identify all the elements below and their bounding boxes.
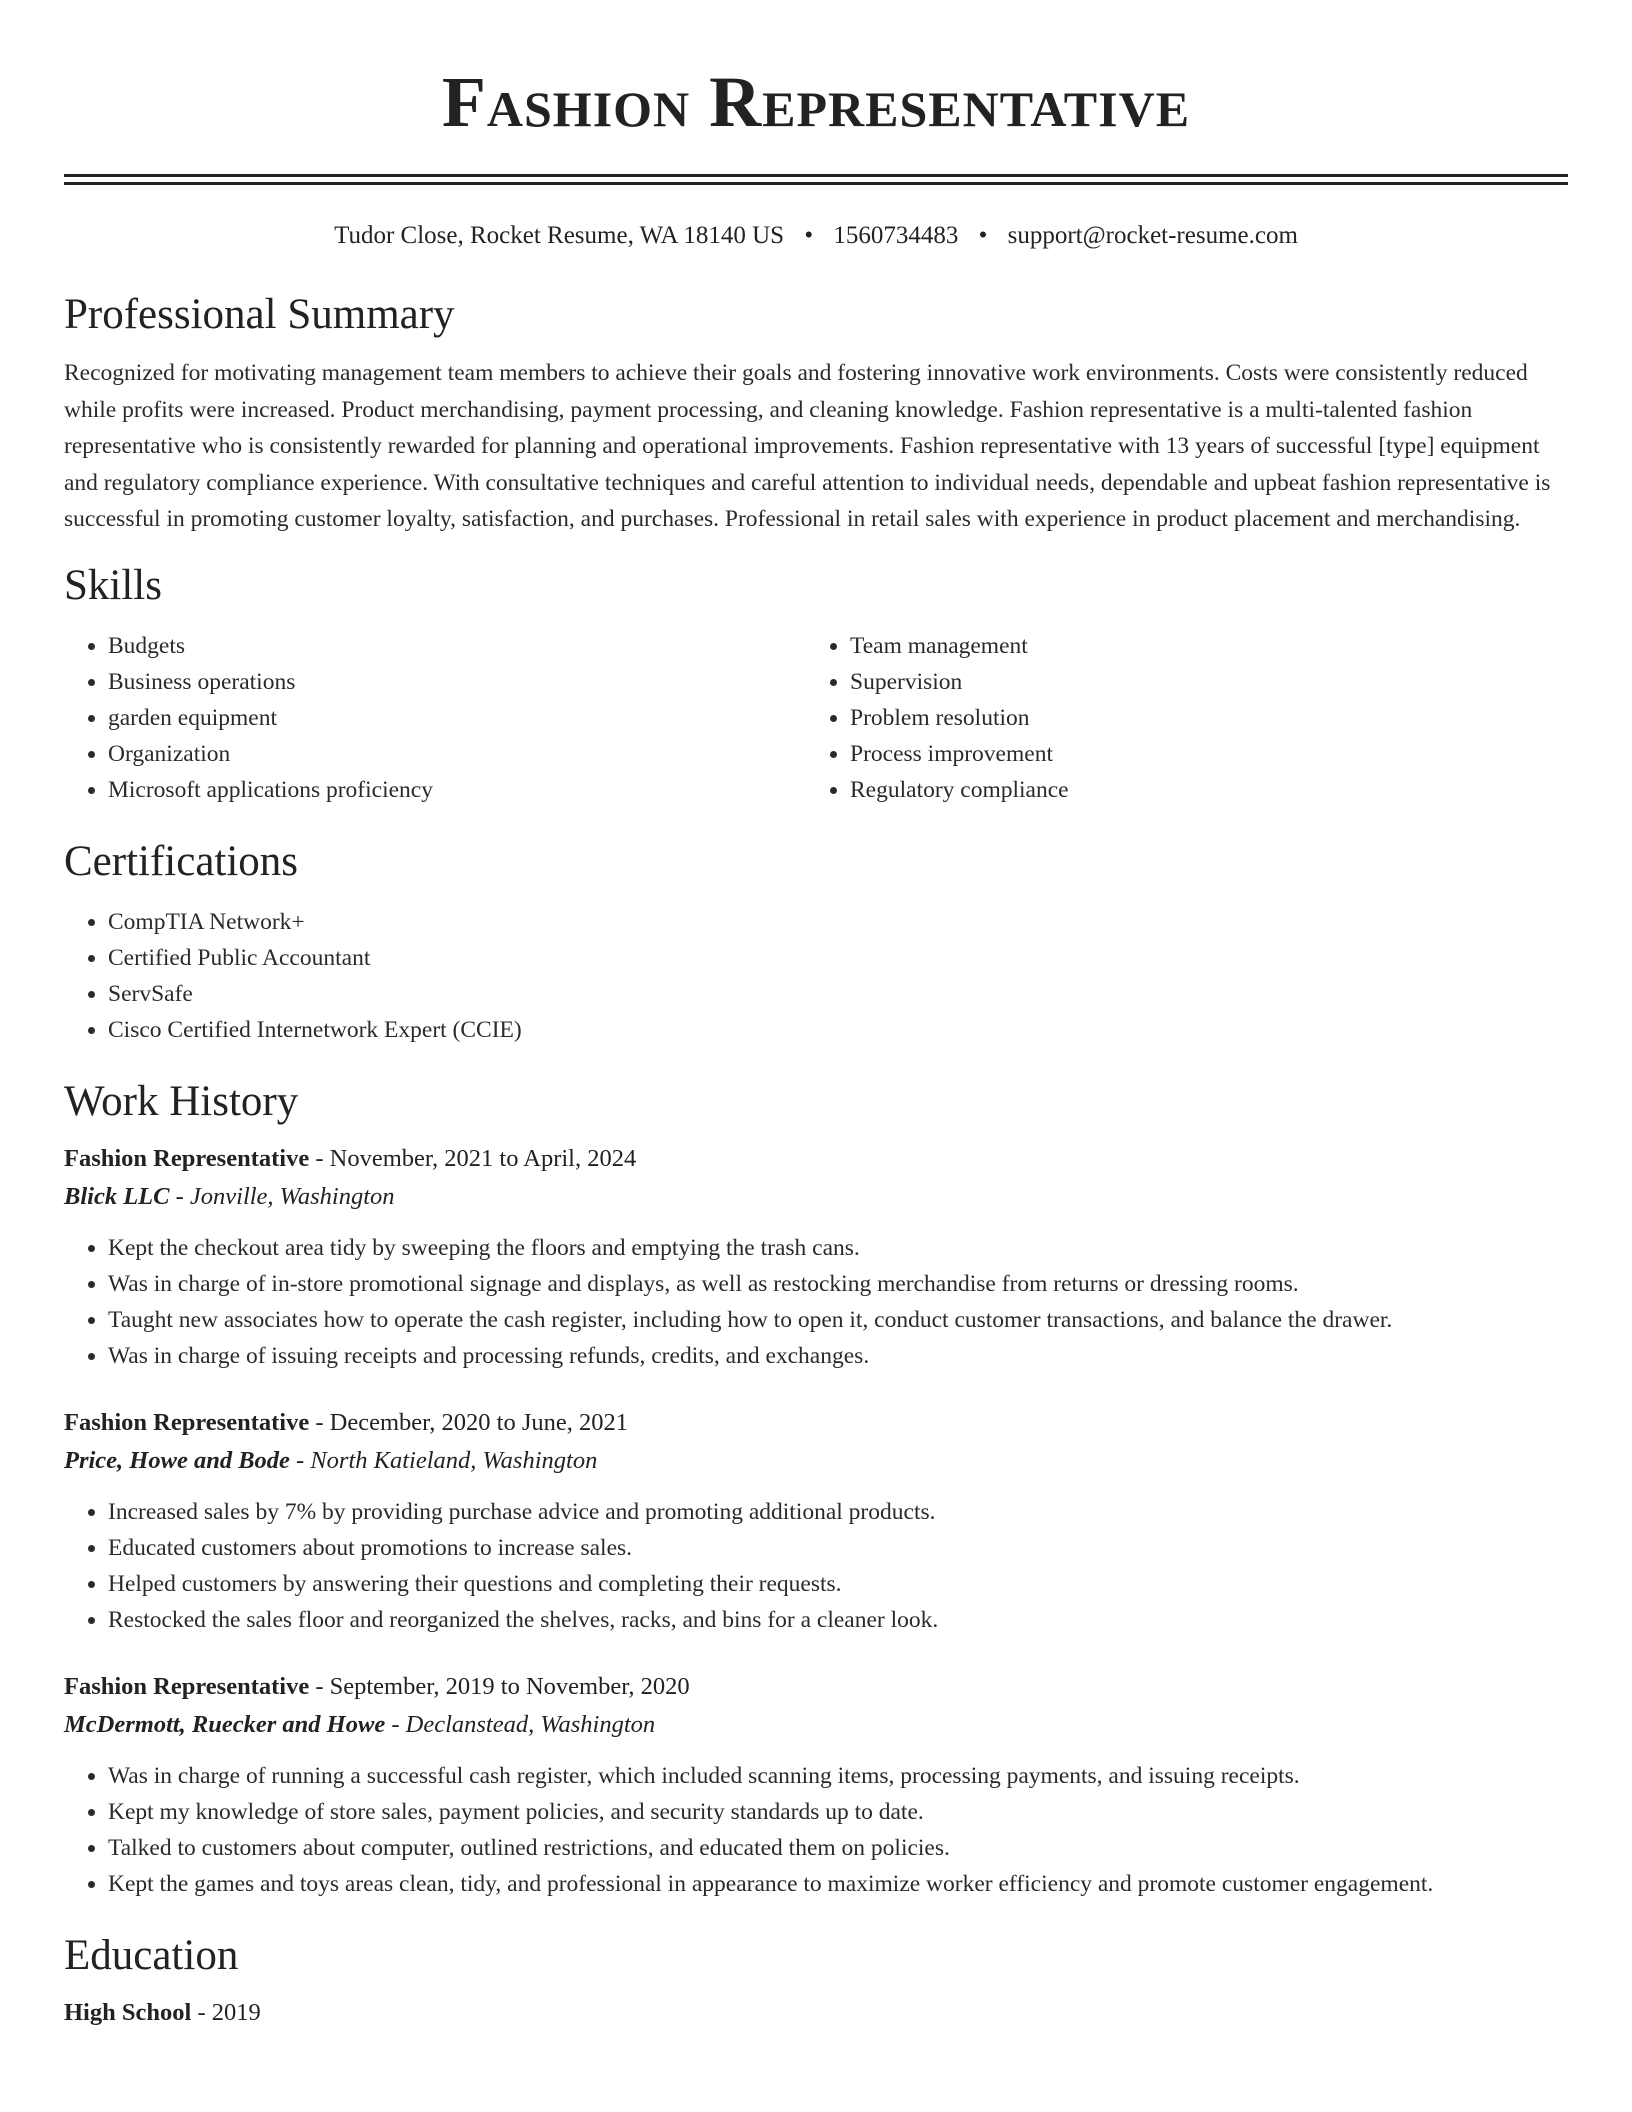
job-duty: • Kept the games and toys areas clean, tidy, and professional in appearance to maximize worker efficiency and promote customer engagement. — [108, 1866, 1568, 1902]
job-duties — [64, 1230, 1568, 1374]
skills-column-right — [806, 628, 1548, 808]
work-history-heading: Work History — [64, 1077, 299, 1125]
job-header — [64, 1668, 1568, 1706]
job-company: McDermott, Ruecker and Howe — [64, 1710, 386, 1738]
skills-column-left — [64, 628, 806, 808]
job-duty: • Restocked the sales floor and reorganized the shelves, racks, and bins for a cleaner look. — [108, 1602, 1568, 1638]
job-duty: • Talked to customers about computer, outlined restrictions, and educated them on policies. — [108, 1830, 1568, 1866]
certification-item: • CompTIA Network+ — [108, 904, 1568, 940]
job-duty: • Was in charge of issuing receipts and processing refunds, credits, and exchanges. — [108, 1338, 1568, 1374]
summary-section — [64, 287, 1568, 538]
job-duty: • Kept my knowledge of store sales, payment policies, and security standards up to date. — [108, 1794, 1568, 1830]
job-entry — [64, 1404, 1568, 1638]
skills-section — [64, 558, 1568, 808]
job-company-line — [64, 1178, 1568, 1216]
job-title: Fashion Representative — [64, 1144, 310, 1172]
job-duty: • Kept the checkout area tidy by sweeping the floors and emptying the trash cans. — [108, 1230, 1568, 1266]
job-location: - North Katieland, Washington — [289, 1446, 598, 1474]
job-company: Price, Howe and Bode — [64, 1446, 290, 1474]
education-entry — [64, 1994, 1568, 2032]
skill-item: • Team management — [850, 628, 1548, 664]
job-location: - Jonville, Washington — [169, 1182, 395, 1210]
job-company-line — [64, 1706, 1568, 1744]
contact-address: Tudor Close, Rocket Resume, WA 18140 US — [334, 222, 785, 249]
job-dates: - September, 2019 to November, 2020 — [309, 1672, 690, 1700]
skill-item: • Organization — [108, 736, 806, 772]
job-dates: - December, 2020 to June, 2021 — [309, 1408, 629, 1436]
summary-text: Recognized for motivating management team members to achieve their goals and fostering innovative work environments. Costs were consistently reduced while profits were increased. Product merchandising, payment processing, and cleaning knowledge. Fashion representative is a multi-talented fashion representative who is consistently rewarded for planning and operational improvements. Fashion representative with 13 years of successful [type] equipment and regulatory compliance experience. With consultative techniques and careful attention to individual needs, dependable and upbeat fashion representative is successful in promoting customer loyalty, satisfaction, and purchases. Professional in retail sales with experience in product placement and merchandising. — [64, 360, 1551, 532]
job-header — [64, 1404, 1568, 1442]
education-degree: High School — [64, 1998, 192, 2026]
contact-phone: 1560734483 — [833, 222, 959, 249]
certifications-heading: Certifications — [64, 837, 299, 885]
certification-item: • ServSafe — [108, 976, 1568, 1012]
job-duty: • Helped customers by answering their questions and completing their requests. — [108, 1566, 1568, 1602]
skills-list-right — [806, 628, 1548, 808]
skill-item: • Problem resolution — [850, 700, 1548, 736]
education-heading: Education — [64, 1931, 239, 1979]
job-company: Blick LLC — [64, 1182, 170, 1210]
contact-separator: • — [978, 222, 988, 249]
education-section — [64, 1928, 1568, 2032]
job-duty: • Was in charge of in-store promotional signage and displays, as well as restocking merchandise from returns or dressing rooms. — [108, 1266, 1568, 1302]
skill-item: • Budgets — [108, 628, 806, 664]
job-company-line — [64, 1442, 1568, 1480]
title-divider — [64, 174, 1568, 185]
skill-item: • Process improvement — [850, 736, 1548, 772]
skills-list-left — [64, 628, 806, 808]
contact-separator: • — [804, 222, 814, 249]
skill-item: • Supervision — [850, 664, 1548, 700]
contact-line — [64, 219, 1568, 253]
education-year: - 2019 — [191, 1998, 261, 2026]
job-title: Fashion Representative — [64, 1408, 310, 1436]
job-duty: • Educated customers about promotions to increase sales. — [108, 1530, 1568, 1566]
job-location: - Declanstead, Washington — [385, 1710, 656, 1738]
job-entry — [64, 1668, 1568, 1902]
work-history-section — [64, 1074, 1568, 1902]
summary-heading: Professional Summary — [64, 291, 455, 338]
job-dates: - November, 2021 to April, 2024 — [309, 1144, 637, 1172]
job-duties — [64, 1494, 1568, 1638]
skill-item: • Microsoft applications proficiency — [108, 772, 806, 808]
job-title: Fashion Representative — [64, 1672, 310, 1700]
contact-email: support@rocket-resume.com — [1007, 222, 1298, 249]
certification-item: • Certified Public Accountant — [108, 940, 1568, 976]
resume-title: Fashion Representative — [441, 62, 1191, 142]
skill-item: • Business operations — [108, 664, 806, 700]
certification-item: • Cisco Certified Internetwork Expert (CCIE) — [108, 1012, 1568, 1048]
skill-item: • Regulatory compliance — [850, 772, 1548, 808]
job-entry — [64, 1140, 1568, 1374]
certifications-list — [64, 904, 1568, 1048]
certifications-section — [64, 834, 1568, 1048]
job-header — [64, 1140, 1568, 1178]
job-duty: • Taught new associates how to operate the cash register, including how to open it, conduct customer transactions, and balance the drawer. — [108, 1302, 1568, 1338]
skills-grid — [64, 628, 1568, 808]
job-duty: • Was in charge of running a successful cash register, which included scanning items, processing payments, and issuing receipts. — [108, 1758, 1568, 1794]
skill-item: • garden equipment — [108, 700, 806, 736]
skills-heading: Skills — [64, 561, 162, 609]
job-duties — [64, 1758, 1568, 1902]
job-duty: • Increased sales by 7% by providing purchase advice and promoting additional products. — [108, 1494, 1568, 1530]
